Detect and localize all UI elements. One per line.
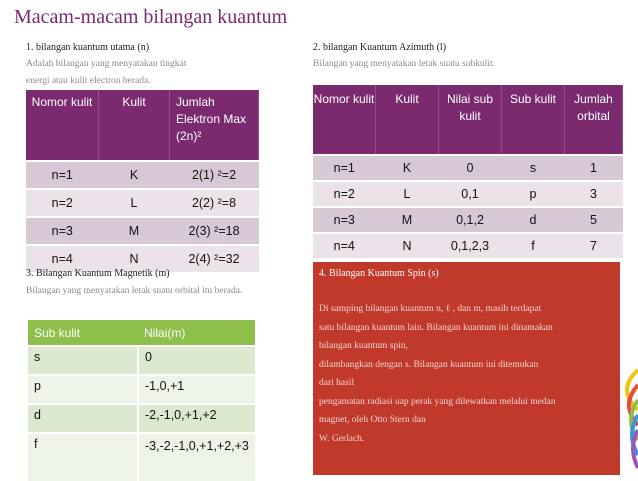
t1-cell: N: [99, 245, 170, 272]
table-row: [26, 161, 259, 189]
t3-cell: -3,-2,-1,0,+1,+2,+3: [138, 433, 255, 481]
t2-cell: 5: [565, 207, 623, 233]
page-title: Macam-macam bilangan kuantum: [14, 6, 288, 28]
spin-box: [313, 262, 620, 475]
section4-label: 4. Bilangan Kuantum Spin (s): [319, 268, 439, 279]
t3-cell: p: [28, 375, 138, 404]
t3-header-nilai: Nilai(m): [138, 320, 255, 346]
t1-cell: 2(1) ²=2: [170, 161, 259, 189]
t1-header-jumlah: Jumlah Elektron Max (2n)²: [170, 90, 259, 161]
section4-line: satu bilangan kuantum lain. Bilangan kuantum ini dinamakan: [319, 322, 553, 333]
t3-cell: s: [28, 346, 138, 375]
section4-line: Di samping bilangan kuantum n, ℓ , dan m, masih terdapat: [319, 304, 542, 314]
t3-header-subkulit: Sub kulit: [28, 320, 138, 346]
table-row: [28, 433, 255, 481]
table-row: [313, 233, 623, 258]
section4-line: magnet, oleh Otto Stern dan: [319, 415, 426, 425]
table-bilangan-utama: [26, 90, 259, 272]
t1-header-nomor: Nomor kulit: [26, 90, 99, 161]
table-row: [26, 189, 259, 217]
section1-desc-line1: Adalah bilangan yang menyatakan tingkat: [26, 59, 187, 69]
t1-cell: n=2: [26, 189, 99, 217]
t2-cell: 3: [565, 181, 623, 207]
section4-text: [319, 300, 619, 448]
table-row: [26, 217, 259, 245]
t2-cell: d: [502, 207, 565, 233]
section4-line: bilangan kuantum spin,: [319, 341, 408, 351]
t3-cell: 0: [138, 346, 255, 375]
decorative-swirl-icon: [614, 360, 638, 470]
t3-cell: f: [28, 433, 138, 481]
t1-cell: n=1: [26, 161, 99, 189]
t1-header-kulit: Kulit: [99, 90, 170, 161]
t2-cell: K: [376, 155, 439, 181]
table-bilangan-magnetik: [28, 320, 255, 481]
t1-cell: 2(4) ²=32: [170, 245, 259, 272]
table-row: [28, 375, 255, 404]
t2-cell: 1: [565, 155, 623, 181]
t2-cell: L: [376, 181, 439, 207]
table-bilangan-azimuth: [313, 85, 623, 258]
t2-header-nilai: Nilai sub kulit: [439, 85, 502, 155]
t3-cell: -1,0,+1: [138, 375, 255, 404]
section2-label: 2. bilangan Kuantum Azimuth (l): [313, 42, 447, 53]
t1-cell: n=4: [26, 245, 99, 272]
t2-cell: n=3: [313, 207, 376, 233]
section1-desc: [26, 56, 186, 90]
t2-cell: n=2: [313, 181, 376, 207]
t2-header-kulit: Kulit: [376, 85, 439, 155]
t2-cell: p: [502, 181, 565, 207]
t2-cell: 7: [565, 233, 623, 258]
t1-cell: 2(3) ²=18: [170, 217, 259, 245]
table-row: [313, 207, 623, 233]
t2-cell: 0,1,2: [439, 207, 502, 233]
t2-cell: s: [502, 155, 565, 181]
t2-header-nomor: Nomor kulit: [313, 85, 376, 155]
t2-header-jumlah: Jumlah orbital: [565, 85, 623, 155]
section4-line: W. Gerlach.: [319, 433, 365, 444]
t1-cell: n=3: [26, 217, 99, 245]
table-row: [28, 346, 255, 375]
section4-line: pengamatan radiasi uap perak yang dilewatkan melalui medan: [319, 396, 556, 407]
t2-cell: M: [376, 207, 439, 233]
t2-cell: 0: [439, 155, 502, 181]
t2-cell: n=4: [313, 233, 376, 258]
table-row: [28, 404, 255, 433]
t2-header-sub: Sub kulit: [502, 85, 565, 155]
t3-cell: d: [28, 404, 138, 433]
t2-cell: N: [376, 233, 439, 258]
table-row: [313, 181, 623, 207]
t2-cell: 0,1,2,3: [439, 233, 502, 258]
section1-desc-line2: energi atau kulit electron berada.: [26, 76, 151, 86]
section3-desc: Bilangan yang menyatakan letak suatu orbital itu berada.: [26, 286, 243, 296]
t2-cell: n=1: [313, 155, 376, 181]
section3-label: 3. Bilangan Kuantum Magnetik (m): [26, 268, 170, 279]
section2-desc: Bilangan yang menyatakan letak suatu subkulit.: [313, 59, 496, 69]
t1-cell: M: [99, 217, 170, 245]
section1-label: 1. bilangan kuantum utama (n): [26, 42, 150, 53]
table-row: [313, 155, 623, 181]
t2-cell: 0,1: [439, 181, 502, 207]
t1-cell: 2(2) ²=8: [170, 189, 259, 217]
section4-line: dari hasil: [319, 378, 355, 388]
t2-cell: f: [502, 233, 565, 258]
section4-line: dilambangkan dengan s. Bilangan kuantum ini ditemukan: [319, 359, 539, 370]
t1-cell: K: [99, 161, 170, 189]
t3-cell: -2,-1,0,+1,+2: [138, 404, 255, 433]
t1-cell: L: [99, 189, 170, 217]
